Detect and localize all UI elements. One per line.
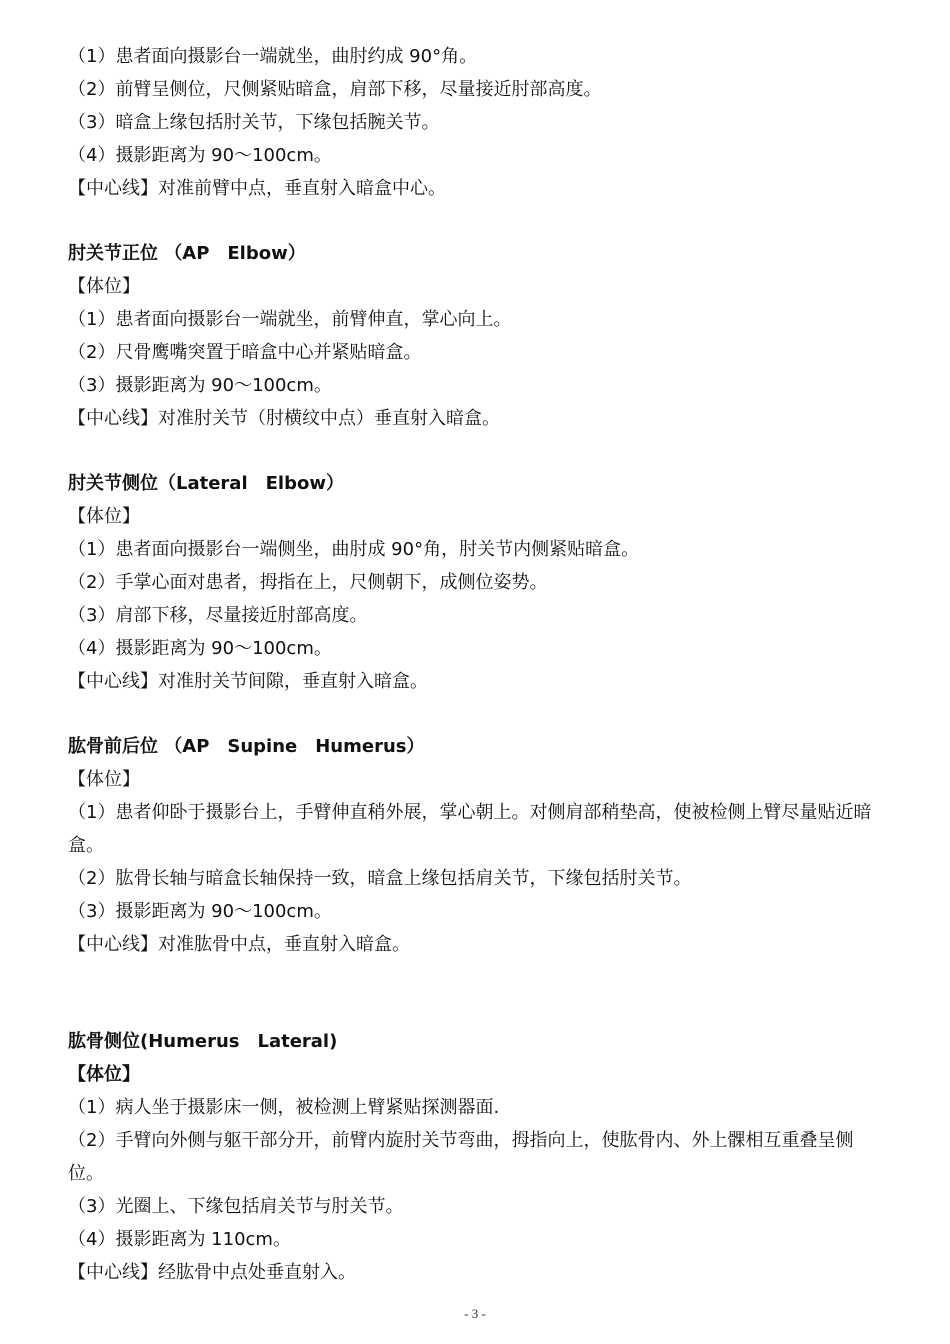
section-step: （1）患者仰卧于摄影台上，手臂伸直稍外展，掌心朝上。对侧肩部稍垫高，使被检侧上臂尽量贴近暗盒。: [68, 802, 872, 856]
section-title: 肘关节侧位（Lateral Elbow）: [68, 473, 344, 494]
spacer: [68, 961, 888, 1025]
intro-step: （1）患者面向摄影台一端就坐，曲肘约成 90°角。: [68, 46, 478, 67]
section-humerus-ap: [68, 730, 888, 961]
section-step: （4）摄影距离为 110cm。: [68, 1229, 291, 1250]
section-humerus-lateral: [68, 1025, 888, 1289]
section-step: （2）尺骨鹰嘴突置于暗盒中心并紧贴暗盒。: [68, 342, 422, 363]
intro-step: （2）前臂呈侧位，尺侧紧贴暗盒，肩部下移，尽量接近肘部高度。: [68, 79, 602, 100]
section-step: （1）患者面向摄影台一端侧坐，曲肘成 90°角，肘关节内侧紧贴暗盒。: [68, 539, 640, 560]
position-label: 【体位】: [68, 769, 140, 790]
section-step: （3）光圈上、下缘包括肩关节与肘关节。: [68, 1196, 404, 1217]
intro-step: （3）暗盒上缘包括肘关节，下缘包括腕关节。: [68, 112, 440, 133]
section-step: （2）手掌心面对患者，拇指在上，尺侧朝下，成侧位姿势。: [68, 572, 548, 593]
section-center-line: 【中心线】对准肱骨中点，垂直射入暗盒。: [68, 934, 410, 955]
document-body: [68, 40, 888, 1289]
spacer: [68, 435, 888, 467]
intro-block: [68, 40, 888, 205]
section-step: （3）肩部下移，尽量接近肘部高度。: [68, 605, 368, 626]
page-number: - 3 -: [464, 1306, 486, 1321]
section-step: （1）患者面向摄影台一端就坐，前臂伸直，掌心向上。: [68, 309, 512, 330]
intro-step: （4）摄影距离为 90～100cm。: [68, 145, 332, 166]
position-label: 【体位】: [68, 506, 140, 527]
section-title: 肱骨侧位(Humerus Lateral): [68, 1031, 338, 1052]
position-label: 【体位】: [68, 276, 140, 297]
section-step: （2）手臂向外侧与躯干部分开，前臂内旋肘关节弯曲，拇指向上，使肱骨内、外上髁相互重叠呈侧位。: [68, 1130, 854, 1184]
position-label: 【体位】: [68, 1064, 140, 1085]
section-step: （3）摄影距离为 90～100cm。: [68, 901, 332, 922]
intro-center-line: 【中心线】对准前臂中点，垂直射入暗盒中心。: [68, 178, 446, 199]
spacer: [68, 698, 888, 730]
section-step: （2）肱骨长轴与暗盒长轴保持一致，暗盒上缘包括肩关节，下缘包括肘关节。: [68, 868, 692, 889]
section-title: 肱骨前后位 （AP Supine Humerus）: [68, 736, 425, 757]
section-center-line: 【中心线】对准肘关节（肘横纹中点）垂直射入暗盒。: [68, 408, 500, 429]
section-elbow-ap: [68, 237, 888, 435]
section-step: （3）摄影距离为 90～100cm。: [68, 375, 332, 396]
section-center-line: 【中心线】对准肘关节间隙，垂直射入暗盒。: [68, 671, 428, 692]
spacer: [68, 205, 888, 237]
section-center-line: 【中心线】经肱骨中点处垂直射入。: [68, 1262, 356, 1283]
section-step: （1）病人坐于摄影床一侧，被检测上臂紧贴探测器面.: [68, 1097, 500, 1118]
section-title: 肘关节正位 （AP Elbow）: [68, 243, 306, 264]
section-elbow-lateral: [68, 467, 888, 698]
section-step: （4）摄影距离为 90～100cm。: [68, 638, 332, 659]
